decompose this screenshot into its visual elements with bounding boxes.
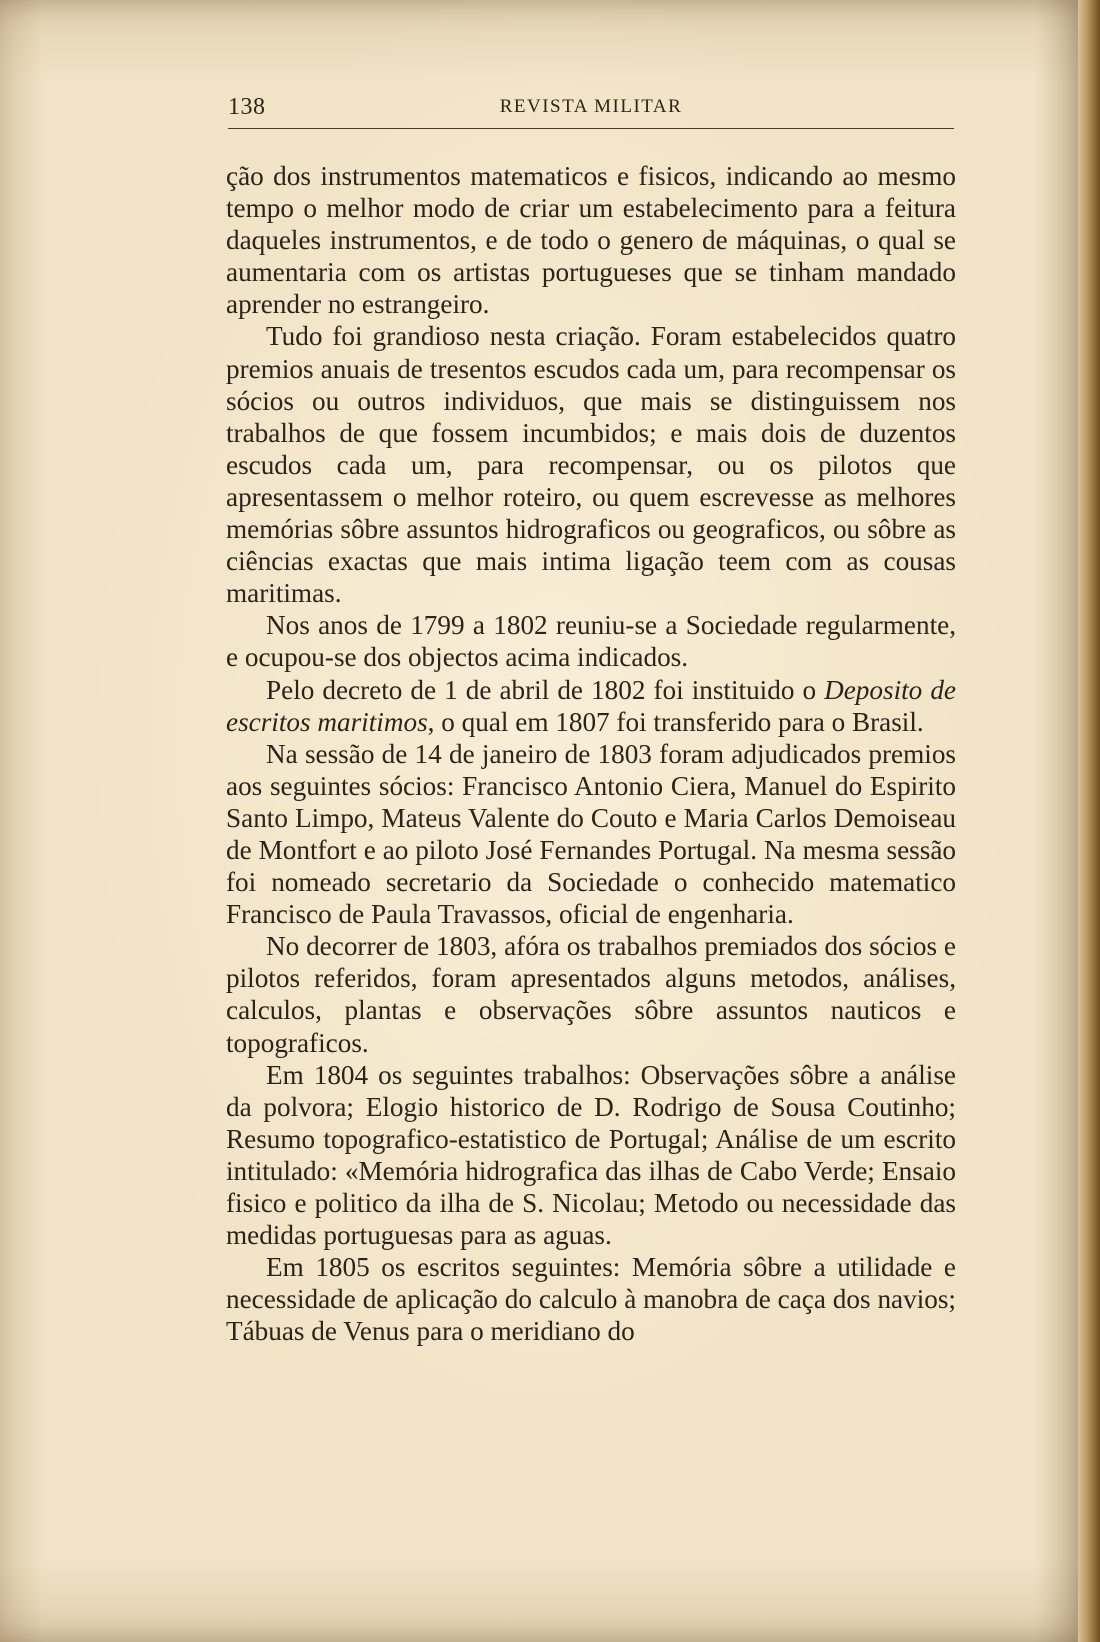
page-edge-shadow: [1078, 0, 1100, 1642]
paragraph: [226, 738, 956, 931]
paragraph-text: Em 1804 os seguintes trabalhos: Observações sôbre a análise da polvora; Elogio historico de D. Rodrigo de Sousa Coutinho; Resumo topografico-estatistico de Portugal; Análise de um escrito intitulado: «Memória hidrografica das ilhas de Cabo Verde; Ensaio fisico e politico da ilha de S. Nicolau; Metodo ou necessidade das medidas portuguesas para as aguas.: [226, 1059, 956, 1251]
paragraph-text: ção dos instrumentos matematicos e fisicos, indicando ao mesmo tempo o melhor modo de criar um estabelecimento para a feitura daqueles instrumentos, e de todo o genero de máquinas, o qual se aumentaria com os artistas portugueses que se tinham mandado aprender no estrangeiro.: [226, 161, 956, 320]
body-text: [226, 160, 956, 1347]
paragraph: [226, 160, 956, 320]
paragraph-text: No decorrer de 1803, afóra os trabalhos premiados dos sócios e pilotos referidos, foram apresentados alguns metodos, análises, calculos, plantas e observações sôbre assuntos nauticos e topograficos.: [226, 931, 956, 1058]
paragraph: [226, 320, 956, 609]
italic-title: Deposito de escritos maritimos: [226, 674, 956, 737]
paragraph-text: Nos anos de 1799 a 1802 reuniu-se a Sociedade regularmente, e ocupou-se dos objectos acima indicados.: [226, 610, 956, 673]
paragraph-text: , o qual em 1807 foi transferido para o Brasil.: [427, 706, 924, 737]
page-header: [228, 94, 954, 130]
paragraph-text: Tudo foi grandioso nesta criação. Foram estabelecidos quatro premios anuais de tresentos escudos cada um, para recompensar os sócios ou outros individuos, que mais se distinguissem nos trabalhos de que fossem incumbidos; e mais dois de duzentos escudos cada um, para recompensar, ou os pilotos que apresentassem o melhor roteiro, ou quem escrevesse as melhores memórias sôbre assuntos hidrograficos ou geograficos, ou sôbre as ciências exactas que mais intima ligação teem com as cousas maritimas.: [226, 321, 956, 609]
paragraph: [226, 609, 956, 673]
paragraph: [226, 930, 956, 1058]
running-head: REVISTA MILITAR: [499, 96, 683, 117]
paragraph: [226, 1251, 956, 1347]
paragraph-text: Na sessão de 14 de janeiro de 1803 foram adjudicados premios aos seguintes sócios: Francisco Antonio Ciera, Manuel do Espirito Santo Limpo, Mateus Valente do Couto e Maria Carlos Demoiseau de Montfort e ao piloto José Fernandes Portugal. Na mesma sessão foi nomeado secretario da Sociedade o conhecido matematico Francisco de Paula Travassos, oficial de engenharia.: [226, 738, 956, 930]
header-rule: [228, 128, 954, 129]
paragraph: [226, 674, 956, 738]
paragraph-text: Pelo decreto de 1 de abril de 1802 foi instituido o: [266, 674, 825, 705]
paragraph-text: Em 1805 os escritos seguintes: Memória sôbre a utilidade e necessidade de aplicação do calculo à manobra de caça dos navios; Tábuas de Venus para o meridiano do: [226, 1252, 956, 1347]
page-number: 138: [228, 94, 266, 120]
paragraph: [226, 1059, 956, 1252]
